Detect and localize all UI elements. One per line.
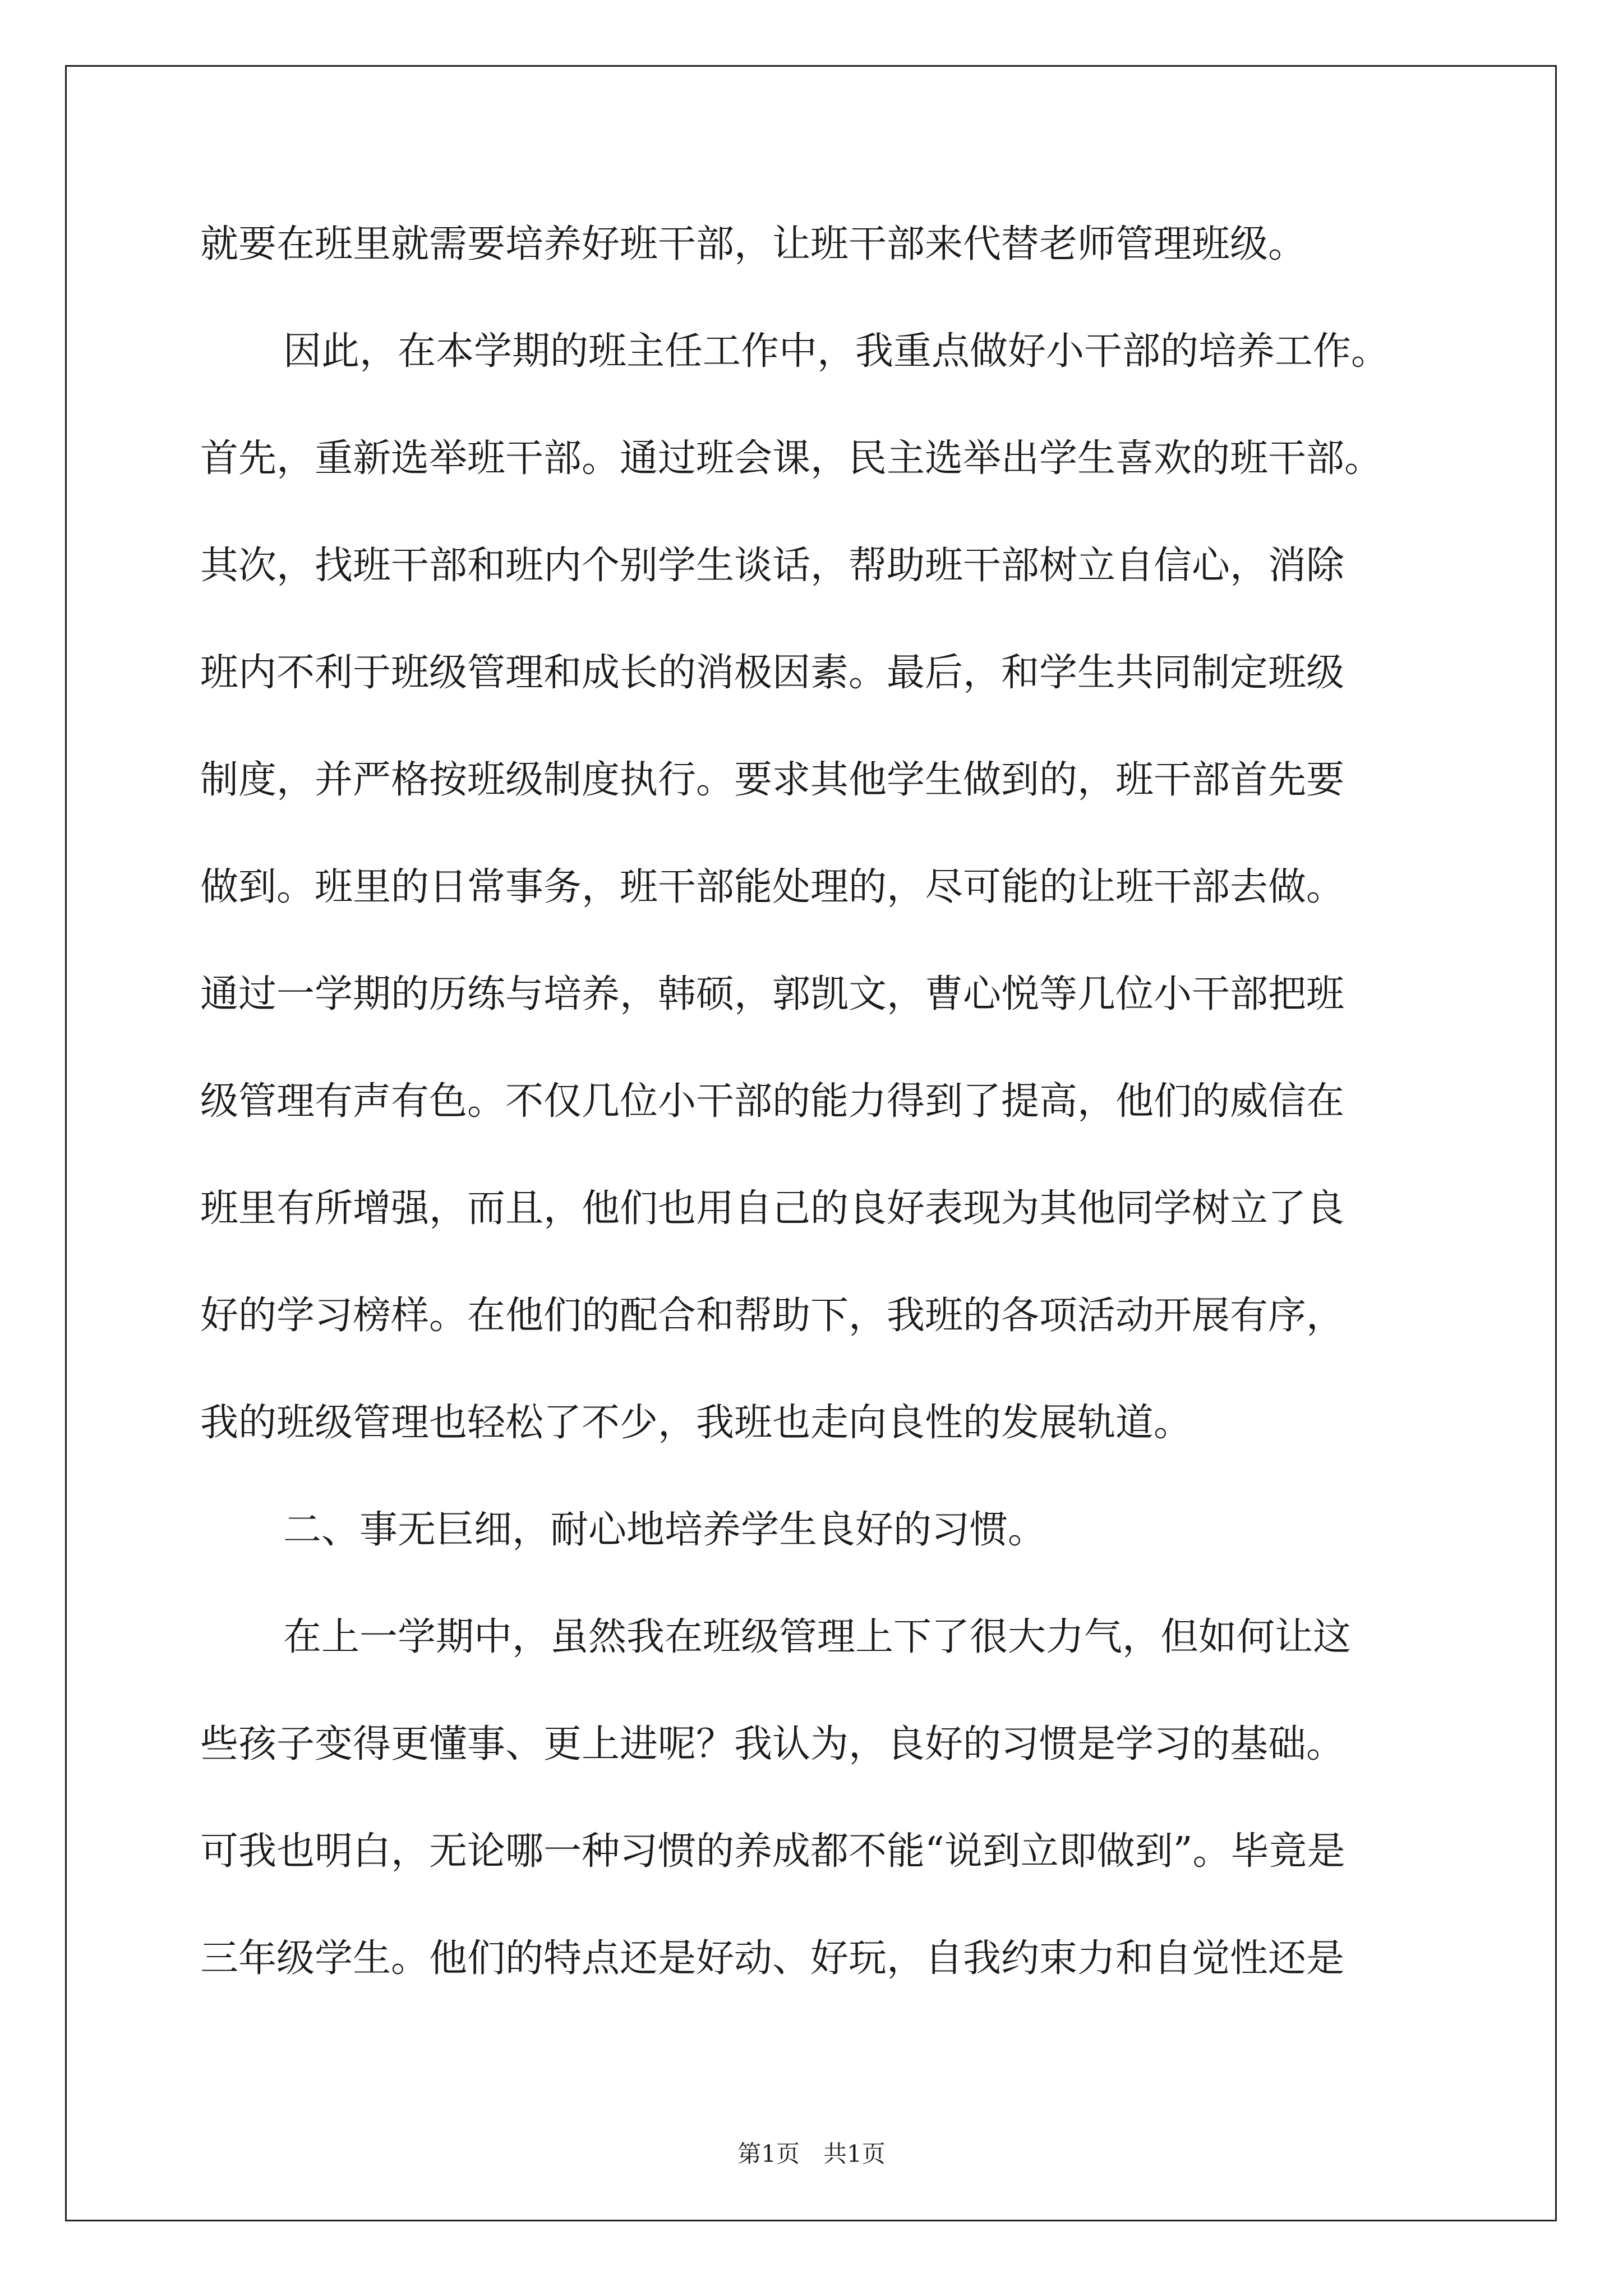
text-line: 做到。班里的日常事务，班干部能处理的，尽可能的让班干部去做。	[200, 865, 1345, 909]
text-line: 首先，重新选举班干部。通过班会课，民主选举出学生喜欢的班干部。	[200, 436, 1383, 481]
text-line: 班内不利于班级管理和成长的消极因素。最后，和学生共同制定班级	[200, 651, 1345, 695]
text-line: 级管理有声有色。不仅几位小干部的能力得到了提高，他们的威信在	[200, 1079, 1345, 1124]
text-line: 三年级学生。他们的特点还是好动、好玩，自我约束力和自觉性还是	[200, 1936, 1345, 1981]
text-line: 就要在班里就需要培养好班干部，让班干部来代替老师管理班级。	[200, 222, 1307, 266]
text-line: 可我也明白，无论哪一种习惯的养成都不能“说到立即做到”。毕竟是	[200, 1829, 1345, 1874]
text-line: 班里有所增强，而且，他们也用自己的良好表现为其他同学树立了良	[200, 1186, 1345, 1231]
text-line: 些孩子变得更懂事、更上进呢？我认为，良好的习惯是学习的基础。	[200, 1722, 1345, 1766]
text-line: 通过一学期的历练与培养，韩硕，郭凯文，曹心悦等几位小干部把班	[200, 972, 1345, 1016]
text-line: 在上一学期中，虽然我在班级管理上下了很大力气，但如何让这	[283, 1615, 1352, 1659]
text-line: 其次，找班干部和班内个别学生谈话，帮助班干部树立自信心，消除	[200, 544, 1345, 588]
text-line: 我的班级管理也轻松了不少，我班也走向良性的发展轨道。	[200, 1401, 1192, 1445]
text-line: 好的学习榜样。在他们的配合和帮助下，我班的各项活动开展有序，	[200, 1294, 1345, 1338]
page-footer: 第1页 共1页	[737, 2140, 886, 2168]
text-line: 制度，并严格按班级制度执行。要求其他学生做到的，班干部首先要	[200, 758, 1345, 802]
text-line: 二、事无巨细，耐心地培养学生良好的习惯。	[283, 1508, 1046, 1552]
text-line: 因此，在本学期的班主任工作中，我重点做好小干部的培养工作。	[283, 329, 1390, 374]
document-body	[200, 191, 1434, 2012]
